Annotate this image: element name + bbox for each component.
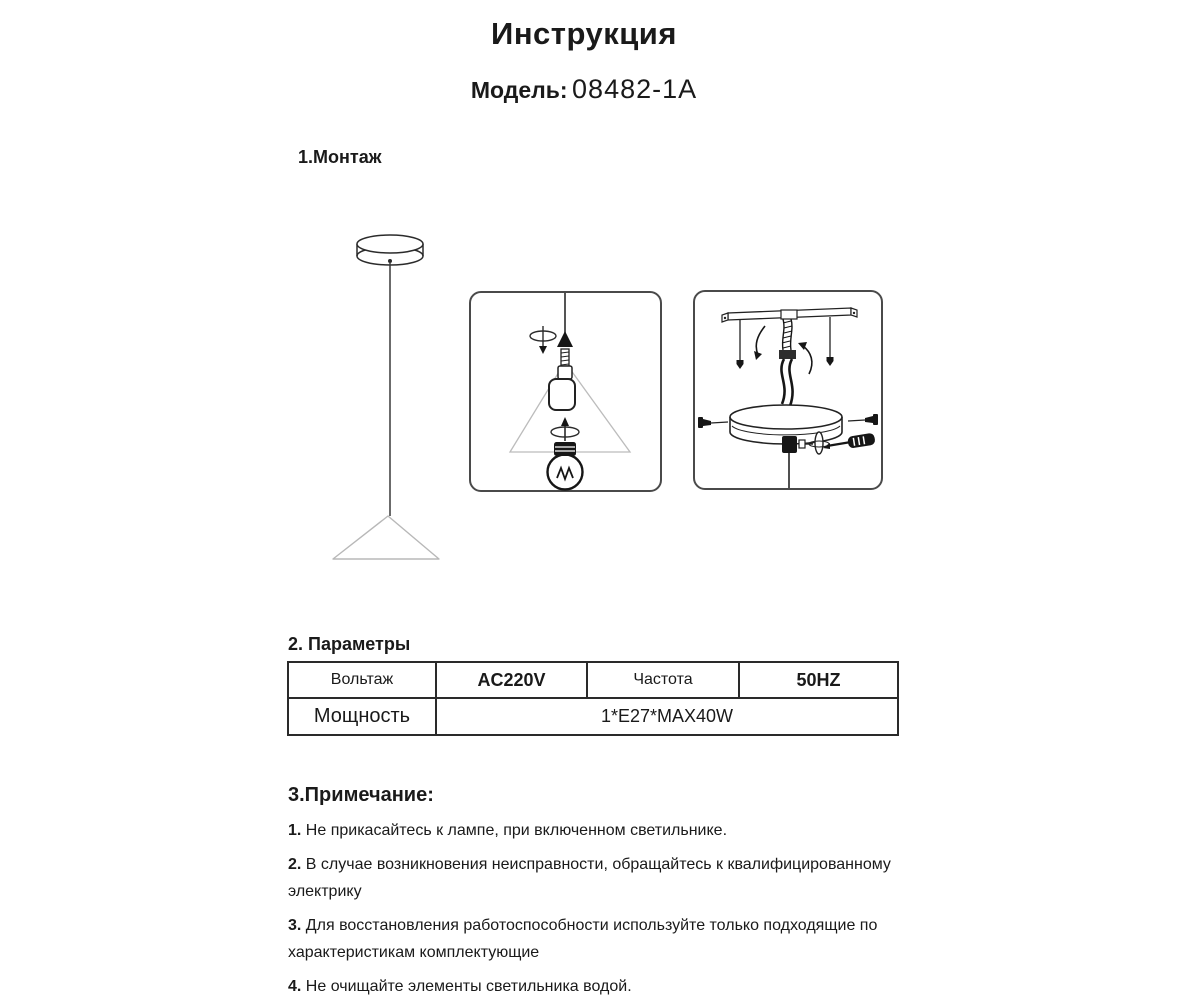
list-item	[288, 973, 928, 1000]
voltage-value: AC220V	[436, 662, 587, 698]
cone-shade-drawing	[333, 516, 439, 559]
note-number: 4.	[288, 978, 302, 995]
voltage-label: Вольтаж	[288, 662, 436, 698]
cord-grip-drawing	[782, 436, 797, 453]
power-value: 1*E27*MAX40W	[436, 698, 898, 735]
list-item	[288, 851, 928, 905]
bracket-mounting-panel	[693, 290, 883, 490]
section-heading-parameters: 2. Параметры	[288, 634, 411, 654]
socket-neck-drawing	[558, 366, 572, 379]
note-text: Не прикасайтесь к лампе, при включенном светильнике.	[301, 822, 728, 839]
section-heading-montage: 1.Монтаж	[298, 147, 382, 167]
note-number: 3.	[288, 917, 302, 934]
frequency-label: Частота	[587, 662, 739, 698]
note-text: Для восстановления работоспособности используйте только подходящие по характеристикам комплектующие	[288, 917, 878, 961]
ceiling-canopy-drawing	[357, 235, 423, 265]
power-label: Мощность	[288, 698, 436, 735]
list-item	[288, 912, 928, 966]
list-item	[288, 817, 928, 844]
pendant-lamp-diagram	[326, 232, 456, 567]
model-label: Модель:	[470, 77, 568, 103]
table-row	[288, 662, 898, 698]
table-row	[288, 698, 898, 735]
model-line	[0, 74, 1168, 105]
threaded-stem-drawing	[561, 349, 569, 366]
note-number: 2.	[288, 856, 302, 873]
note-text: В случае возникновения неисправности, обращайтесь к квалифицированному электрику	[288, 856, 891, 900]
note-text: Не очищайте элементы светильника водой.	[301, 978, 632, 995]
socket-assembly-panel	[469, 291, 662, 492]
notes-list	[288, 817, 928, 1000]
section-heading-notes: 3.Примечание:	[288, 784, 434, 806]
parameters-table	[287, 661, 899, 736]
model-value: 08482-1A	[572, 74, 698, 104]
frequency-value: 50HZ	[739, 662, 898, 698]
socket-body-drawing	[549, 379, 575, 410]
note-number: 1.	[288, 822, 302, 839]
page-title: Инструкция	[491, 16, 677, 51]
